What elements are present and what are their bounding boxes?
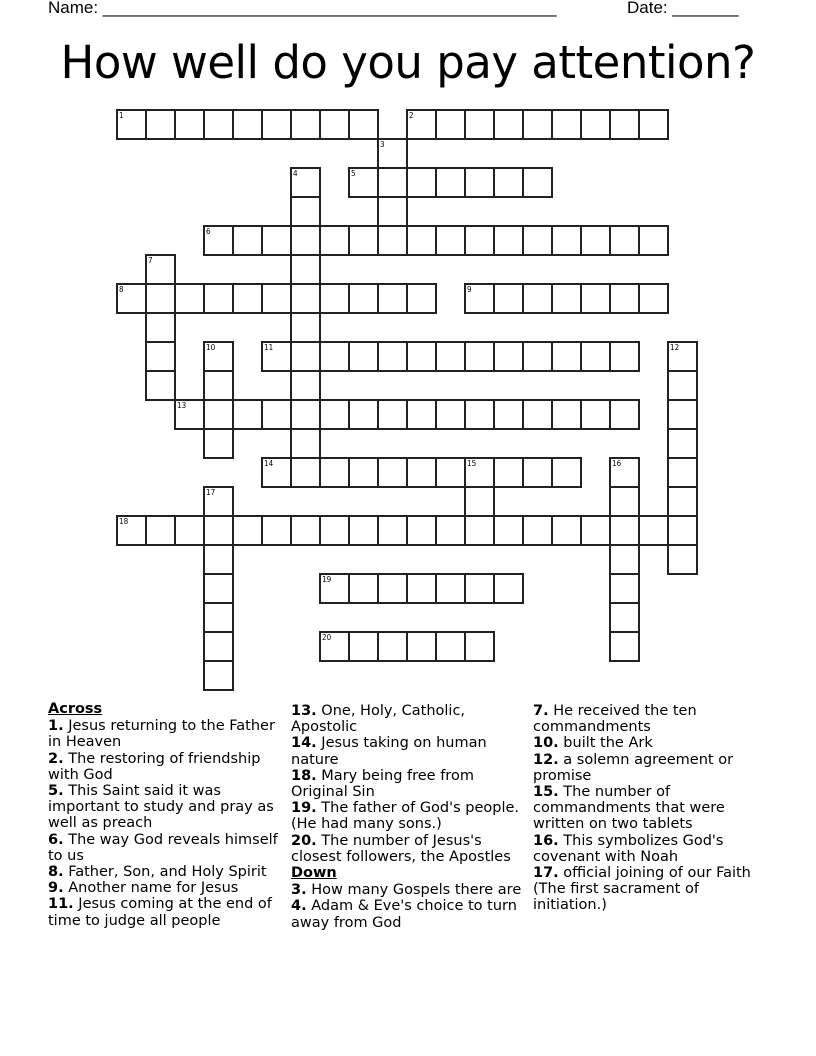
grid-cell[interactable] [406,283,437,314]
grid-cell[interactable] [261,515,292,546]
grid-cell[interactable] [493,109,524,140]
grid-cell[interactable] [203,341,234,372]
grid-cell[interactable] [464,283,495,314]
grid-cell[interactable] [348,457,379,488]
grid-cell[interactable] [580,225,611,256]
grid-cell[interactable] [609,109,640,140]
grid-cell[interactable] [261,109,292,140]
grid-cell[interactable] [145,312,176,343]
grid-cell[interactable] [174,109,205,140]
grid-cell[interactable] [609,283,640,314]
clue-number: 13. [291,703,317,719]
clue-number: 11. [48,896,74,913]
grid-cell[interactable] [145,109,176,140]
grid-cell[interactable] [116,515,147,546]
grid-cell[interactable] [377,138,408,169]
grid-cell[interactable] [580,283,611,314]
grid-cell[interactable] [464,341,495,372]
clue-across [48,718,288,750]
clue-column-1 [48,701,288,929]
grid-cell[interactable] [377,399,408,430]
grid-cell[interactable] [203,573,234,604]
grid-cell[interactable] [232,399,263,430]
clue-number: 17. [533,865,559,882]
page-title: How well do you pay attention? [60,36,756,89]
grid-cell[interactable] [203,225,234,256]
clue-text: Father, Son, and Holy Spirit [68,864,267,881]
clue-across [291,703,531,735]
grid-cell[interactable] [319,515,350,546]
clue-across [48,880,288,896]
clue-down [533,833,773,865]
grid-cell[interactable] [232,515,263,546]
grid-cell[interactable] [377,225,408,256]
cell-number: 3 [380,140,385,149]
grid-cell[interactable] [609,486,640,517]
clue-text: Mary being free from Original Sin [291,767,474,801]
grid-cell[interactable] [435,515,466,546]
grid-cell[interactable] [377,457,408,488]
grid-cell[interactable] [348,573,379,604]
grid-cell[interactable] [667,544,698,575]
grid-cell[interactable] [551,399,582,430]
clue-number: 8. [48,864,64,881]
clue-text: He received the ten commandments [533,703,697,736]
grid-cell[interactable] [551,341,582,372]
grid-cell[interactable] [435,399,466,430]
grid-cell[interactable] [348,225,379,256]
grid-cell[interactable] [435,225,466,256]
grid-cell[interactable] [261,341,292,372]
grid-cell[interactable] [348,341,379,372]
grid-cell[interactable] [667,341,698,372]
grid-cell[interactable] [348,109,379,140]
grid-cell[interactable] [377,631,408,662]
grid-cell[interactable] [667,486,698,517]
grid-cell[interactable] [290,196,321,227]
grid-cell[interactable] [203,486,234,517]
clue-down [533,865,773,914]
grid-cell[interactable] [319,573,350,604]
grid-cell[interactable] [522,457,553,488]
grid-cell[interactable] [493,573,524,604]
clue-across [48,896,288,928]
grid-cell[interactable] [203,370,234,401]
grid-cell[interactable] [464,457,495,488]
grid-cell[interactable] [435,573,466,604]
clue-across [48,783,288,832]
grid-cell[interactable] [145,370,176,401]
grid-cell[interactable] [319,341,350,372]
grid-cell[interactable] [406,457,437,488]
grid-cell[interactable] [319,457,350,488]
grid-cell[interactable] [377,283,408,314]
grid-cell[interactable] [609,573,640,604]
grid-cell[interactable] [493,399,524,430]
grid-cell[interactable] [377,196,408,227]
cell-number: 20 [322,633,332,642]
grid-cell[interactable] [261,225,292,256]
clue-down [533,784,773,833]
cell-number: 15 [467,459,477,468]
grid-cell[interactable] [348,283,379,314]
clue-number: 16. [533,832,559,849]
grid-cell[interactable] [319,399,350,430]
grid-cell[interactable] [232,109,263,140]
grid-cell[interactable] [203,544,234,575]
grid-cell[interactable] [493,457,524,488]
grid-cell[interactable] [348,167,379,198]
grid-cell[interactable] [406,167,437,198]
clue-down [533,703,773,735]
cell-number: 11 [264,343,274,352]
cell-number: 2 [409,111,414,120]
clue-number: 18. [291,767,317,784]
clue-number: 10. [533,735,559,752]
grid-cell[interactable] [203,428,234,459]
clue-number: 6. [48,831,64,848]
grid-cell[interactable] [667,515,698,546]
clue-text: The restoring of friendship with God [48,750,261,783]
clue-down [533,752,773,784]
grid-cell[interactable] [493,225,524,256]
grid-cell[interactable] [290,225,321,256]
cell-number: 8 [119,285,124,294]
grid-cell[interactable] [232,283,263,314]
grid-cell[interactable] [203,602,234,633]
grid-cell[interactable] [551,515,582,546]
grid-cell[interactable] [377,341,408,372]
grid-cell[interactable] [609,225,640,256]
grid-cell[interactable] [348,631,379,662]
grid-cell[interactable] [290,254,321,285]
grid-cell[interactable] [145,515,176,546]
clue-number: 1. [48,718,64,735]
cell-number: 5 [351,169,356,178]
cell-number: 1 [119,111,124,120]
grid-cell[interactable] [638,283,669,314]
clue-across [291,833,531,865]
across-heading: Across [48,701,103,717]
grid-cell[interactable] [580,515,611,546]
clue-text: How many Gospels there are [311,882,522,899]
grid-cell[interactable] [609,631,640,662]
grid-cell[interactable] [609,399,640,430]
grid-cell[interactable] [522,515,553,546]
cell-number: 6 [206,227,211,236]
grid-cell[interactable] [493,341,524,372]
grid-cell[interactable] [609,457,640,488]
grid-cell[interactable] [261,457,292,488]
grid-cell[interactable] [551,225,582,256]
cell-number: 7 [148,256,153,265]
clue-number: 5. [48,783,64,800]
grid-cell[interactable] [464,225,495,256]
grid-cell[interactable] [261,283,292,314]
cell-number: 16 [612,459,622,468]
grid-cell[interactable] [290,283,321,314]
clue-number: 19. [291,800,317,817]
clue-down [291,882,531,898]
clue-number: 7. [533,703,549,719]
clue-text: Jesus returning to the Father in Heaven [48,718,275,751]
clue-text: This symbolizes God's covenant with Noah [533,832,724,865]
clue-text: This Saint said it was important to study and pray as well as preach [48,783,274,832]
clue-text: built the Ark [563,735,653,752]
grid-cell[interactable] [145,254,176,285]
grid-cell[interactable] [464,399,495,430]
clue-text: The number of commandments that were written on two tablets [533,784,725,833]
grid-cell[interactable] [638,225,669,256]
grid-cell[interactable] [377,515,408,546]
clue-down [291,898,531,930]
cell-number: 14 [264,459,274,468]
date-field[interactable]: Date: _______ [627,0,739,17]
grid-cell[interactable] [232,225,263,256]
grid-cell[interactable] [145,283,176,314]
grid-cell[interactable] [435,109,466,140]
grid-cell[interactable] [116,109,147,140]
grid-cell[interactable] [522,225,553,256]
grid-cell[interactable] [348,515,379,546]
grid-cell[interactable] [406,573,437,604]
clue-number: 4. [291,898,307,915]
grid-cell[interactable] [638,109,669,140]
clue-across [48,751,288,783]
grid-cell[interactable] [551,457,582,488]
grid-cell[interactable] [464,167,495,198]
clue-text: One, Holy, Catholic, Apostolic [291,703,466,736]
grid-cell[interactable] [290,167,321,198]
clue-number: 15. [533,784,559,801]
grid-cell[interactable] [551,283,582,314]
grid-cell[interactable] [290,341,321,372]
grid-cell[interactable] [290,312,321,343]
grid-cell[interactable] [609,602,640,633]
grid-cell[interactable] [406,341,437,372]
grid-cell[interactable] [174,283,205,314]
grid-cell[interactable] [377,167,408,198]
grid-cell[interactable] [435,457,466,488]
grid-cell[interactable] [522,399,553,430]
grid-cell[interactable] [609,515,640,546]
cell-number: 10 [206,343,216,352]
grid-cell[interactable] [667,428,698,459]
cell-number: 9 [467,285,472,294]
grid-cell[interactable] [522,283,553,314]
clue-across [291,735,531,767]
clue-text: Another name for Jesus [68,880,239,897]
clue-text: The number of Jesus's closest followers, the Apostles [291,832,511,865]
clue-down [533,735,773,751]
grid-cell[interactable] [174,399,205,430]
clue-text: The father of God's people. (He had many sons.) [291,800,520,833]
grid-cell[interactable] [435,167,466,198]
grid-cell[interactable] [261,399,292,430]
cell-number: 12 [670,343,680,352]
grid-cell[interactable] [319,225,350,256]
grid-cell[interactable] [406,109,437,140]
clue-column-3 [533,703,773,914]
grid-cell[interactable] [290,399,321,430]
grid-cell[interactable] [319,631,350,662]
clue-text: The way God reveals himself to us [48,831,278,864]
grid-cell[interactable] [464,573,495,604]
grid-cell[interactable] [290,109,321,140]
clue-across [291,768,531,800]
clue-across [48,864,288,880]
clue-text: official joining of our Faith (The first sacrament of initiation.) [533,865,751,914]
grid-cell[interactable] [348,399,379,430]
grid-cell[interactable] [435,631,466,662]
grid-cell[interactable] [174,515,205,546]
grid-cell[interactable] [464,631,495,662]
down-heading: Down [291,865,337,882]
grid-cell[interactable] [116,283,147,314]
grid-cell[interactable] [667,399,698,430]
cell-number: 17 [206,488,216,497]
cell-number: 13 [177,401,187,410]
clue-text: a solemn agreement or promise [533,751,734,784]
grid-cell[interactable] [638,515,669,546]
grid-cell[interactable] [551,109,582,140]
grid-cell[interactable] [464,109,495,140]
grid-cell[interactable] [580,399,611,430]
grid-cell[interactable] [435,341,466,372]
grid-cell[interactable] [522,167,553,198]
clue-text: Adam & Eve's choice to turn away from God [291,898,517,931]
grid-cell[interactable] [609,341,640,372]
grid-cell[interactable] [522,341,553,372]
clue-across [48,832,288,864]
grid-cell[interactable] [203,109,234,140]
grid-cell[interactable] [203,631,234,662]
grid-cell[interactable] [464,515,495,546]
grid-cell[interactable] [580,341,611,372]
grid-cell[interactable] [290,457,321,488]
grid-cell[interactable] [522,109,553,140]
grid-cell[interactable] [290,515,321,546]
cell-number: 18 [119,517,129,526]
clue-number: 3. [291,882,307,899]
clue-text: Jesus coming at the end of time to judge all people [48,896,272,929]
clue-column-2 [291,703,531,931]
grid-cell[interactable] [667,370,698,401]
cell-number: 4 [293,169,298,178]
name-field[interactable]: Name: ________________________________________________ [48,0,557,17]
grid-cell[interactable] [493,515,524,546]
cell-number: 19 [322,575,332,584]
grid-cell[interactable] [377,573,408,604]
clue-number: 2. [48,750,64,767]
clue-number: 9. [48,880,64,897]
grid-cell[interactable] [580,109,611,140]
grid-cell[interactable] [406,225,437,256]
grid-cell[interactable] [464,486,495,517]
grid-cell[interactable] [406,631,437,662]
grid-cell[interactable] [319,283,350,314]
grid-cell[interactable] [493,167,524,198]
grid-cell[interactable] [290,370,321,401]
grid-cell[interactable] [493,283,524,314]
grid-cell[interactable] [203,283,234,314]
grid-cell[interactable] [290,428,321,459]
grid-cell[interactable] [406,399,437,430]
grid-cell[interactable] [203,399,234,430]
grid-cell[interactable] [406,515,437,546]
clue-number: 20. [291,832,317,849]
clue-text: Jesus taking on human nature [291,735,487,768]
grid-cell[interactable] [203,515,234,546]
clue-number: 12. [533,751,559,768]
clue-number: 14. [291,735,317,752]
grid-cell[interactable] [319,109,350,140]
grid-cell[interactable] [145,341,176,372]
grid-cell[interactable] [609,544,640,575]
grid-cell[interactable] [203,660,234,691]
clue-across [291,800,531,832]
grid-cell[interactable] [667,457,698,488]
